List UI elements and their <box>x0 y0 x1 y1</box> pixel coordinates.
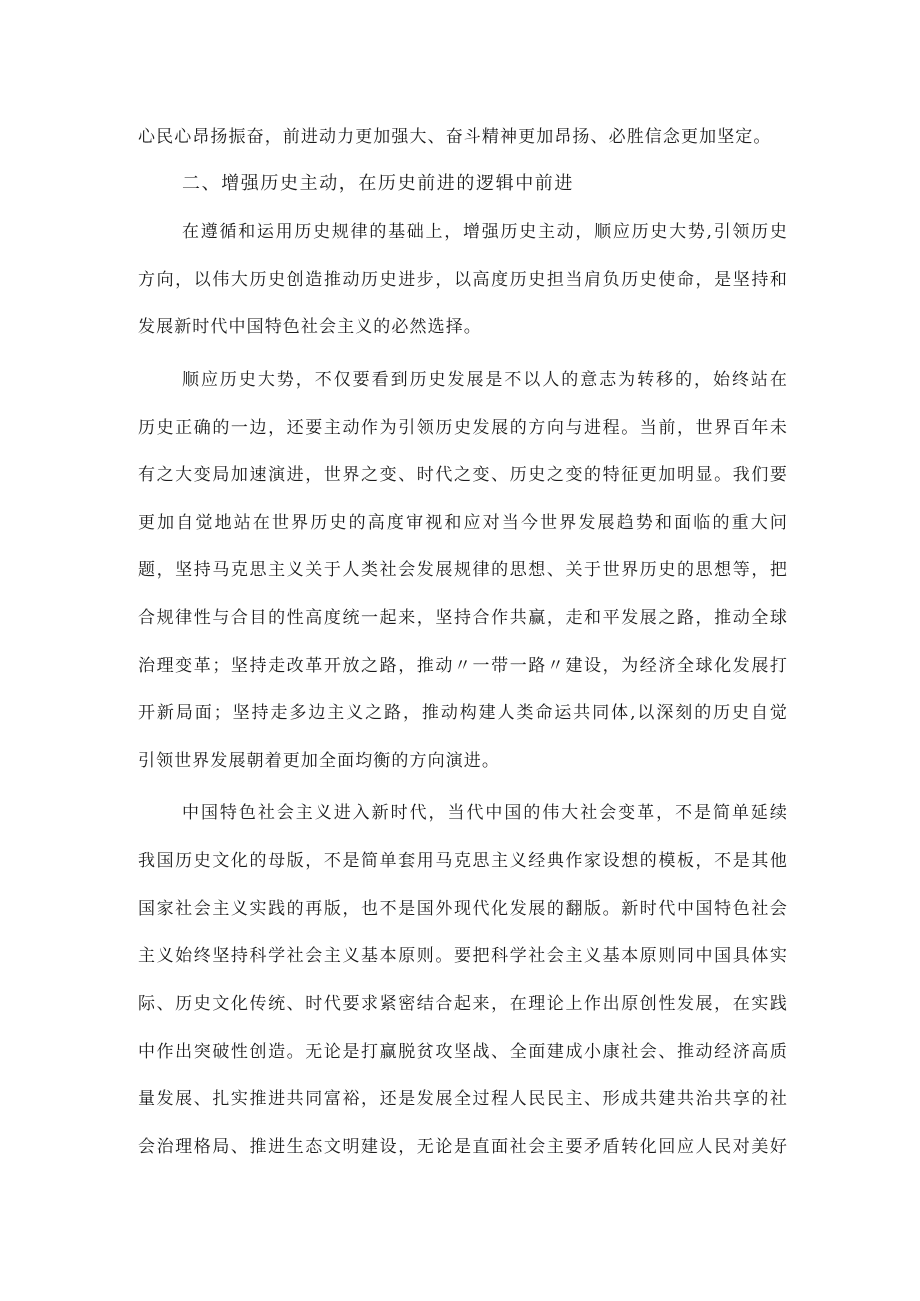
paragraph-line: 在遵循和运用历史规律的基础上，增强历史主动，顺应历史大势,引领历史 <box>182 222 788 242</box>
paragraph-line: 国家社会主义实践的再版，也不是国外现代化发展的翻版。新时代中国特色社会 <box>138 899 788 919</box>
paragraph-line: 开新局面；坚持走多边主义之路，推动构建人类命运共同体,以深刻的历史自觉 <box>138 703 788 723</box>
paragraph-line: 际、历史文化传统、时代要求紧密结合起来，在理论上作出原创性发展，在实践 <box>138 994 788 1014</box>
section-heading: 二、增强历史主动，在历史前进的逻辑中前进 <box>182 173 574 194</box>
paragraph-line: 中作出突破性创造。无论是打赢脱贫攻坚战、全面建成小康社会、推动经济高质 <box>138 1042 788 1062</box>
paragraph-line: 治理变革；坚持走改革开放之路，推动〃一带一路〃建设，为经济全球化发展打 <box>138 656 788 676</box>
paragraph-line: 会治理格局、推进生态文明建设，无论是直面社会主要矛盾转化回应人民对美好 <box>138 1137 788 1157</box>
paragraph-line: 主义始终坚持科学社会主义基本原则。要把科学社会主义基本原则同中国具体实 <box>138 946 788 966</box>
paragraph-line: 量发展、扎实推进共同富裕，还是发展全过程人民民主、形成共建共治共享的社 <box>138 1089 788 1109</box>
paragraph-line: 更加自觉地站在世界历史的高度审视和应对当今世界发展趋势和面临的重大问 <box>138 513 788 533</box>
paragraph-line: 有之大变局加速演进，世界之变、时代之变、历史之变的特征更加明显。我们要 <box>138 465 788 485</box>
paragraph-line: 引领世界发展朝着更加全面均衡的方向演进。 <box>138 751 500 771</box>
paragraph-line: 顺应历史大势，不仅要看到历史发展是不以人的意志为转移的，始终站在 <box>182 370 788 390</box>
paragraph-line: 历史正确的一边，还要主动作为引领历史发展的方向与进程。当前，世界百年未 <box>138 418 788 438</box>
paragraph-line: 方向，以伟大历史创造推动历史进步，以高度历史担当肩负历史使命，是坚持和 <box>138 270 788 290</box>
paragraph-line: 心民心昂扬振奋，前进动力更加强大、奋斗精神更加昂扬、必胜信念更加坚定。 <box>138 127 772 147</box>
paragraph-line: 中国特色社会主义进入新时代，当代中国的伟大社会变革，不是简单延续 <box>182 803 788 823</box>
paragraph-line: 我国历史文化的母版，不是简单套用马克思主义经典作家设想的模板，不是其他 <box>138 851 788 871</box>
paragraph-line: 发展新时代中国特色社会主义的必然选择。 <box>138 317 482 337</box>
paragraph-line: 合规律性与合目的性高度统一起来，坚持合作共赢，走和平发展之路，推动全球 <box>138 608 788 628</box>
paragraph-line: 题，坚持马克思主义关于人类社会发展规律的思想、关于世界历史的思想等，把 <box>138 560 788 580</box>
